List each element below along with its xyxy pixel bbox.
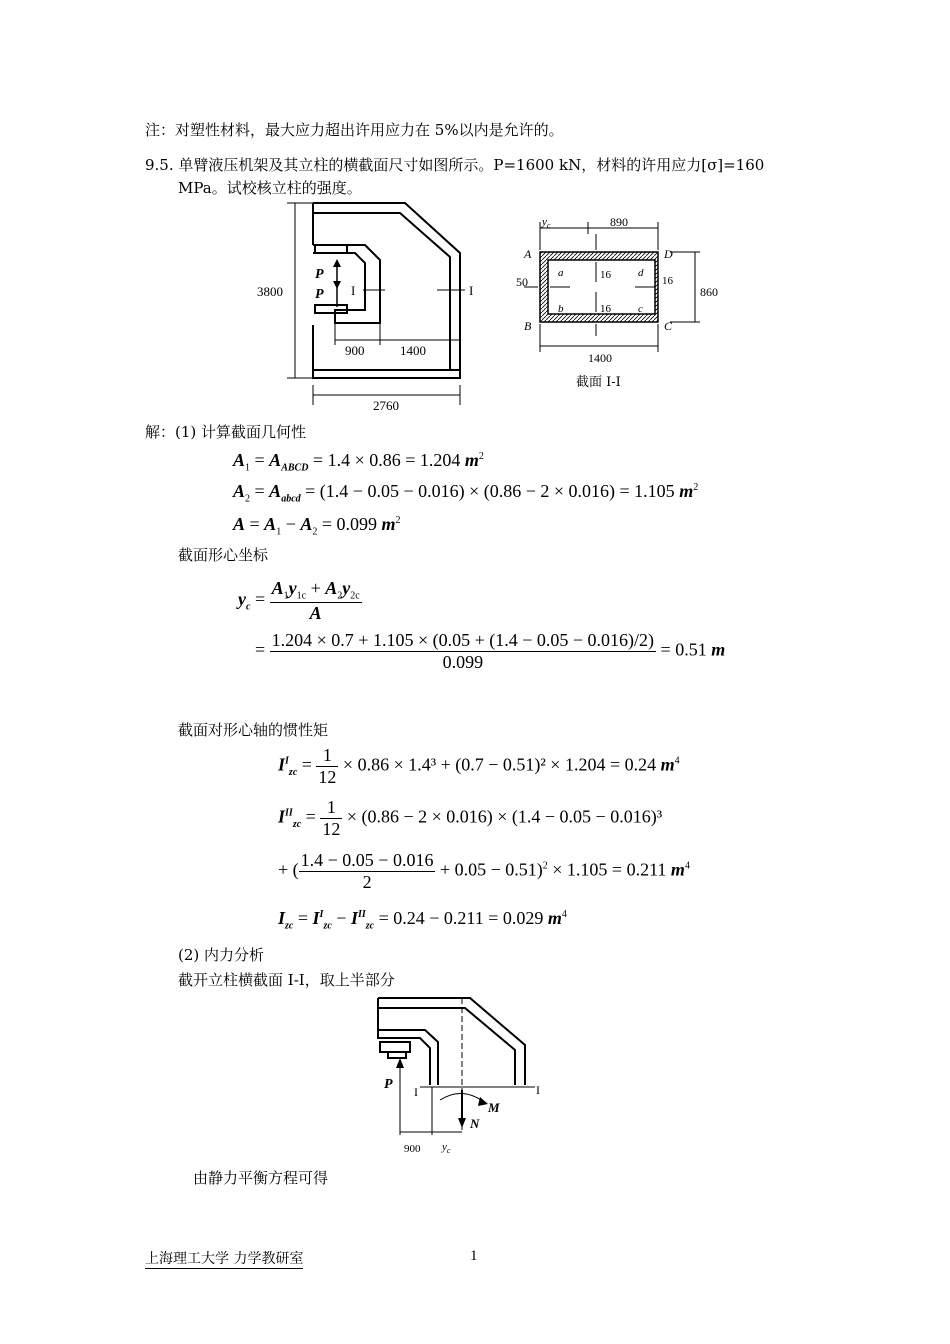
problem-line2: MPa。试校核立柱的强度。: [178, 179, 362, 197]
height-dim: 3800: [257, 284, 283, 299]
eq-itotal: $I_{zc} = I^I_{zc} - I^{II}_{zc} = 0.24 - 0.211 = 0.029$ $m^4$: [278, 908, 567, 932]
fig3-p-label: P: [384, 1077, 393, 1092]
eq-yc-value: = $\frac{1.204 \times 0.7 + 1.105 \times (0.05 + (1.4 - 0.05 - 0.016)/2)}{0.099}$ = 0.51 m: [255, 630, 726, 672]
centroid-title: 截面形心坐标: [178, 546, 269, 564]
problem-line1: 9.5. 单臂液压机架及其立柱的横截面尺寸如图所示。P=1600 kN，材料的许用应力[σ]=160: [145, 156, 765, 174]
dim-16-top: 16: [600, 269, 611, 281]
yc-label: $y_c$: [542, 216, 551, 230]
corner-C: C: [664, 319, 673, 333]
eq-a: $A = A_1 - A_2 = 0.099$ $m^2$: [233, 514, 401, 538]
eq-yc-def: $y_c$ = $\frac{A_1y_{1c} + A_2y_{2c}}{A}$: [238, 578, 360, 623]
solution-heading: 解：(1) 计算截面几何性: [145, 423, 307, 441]
inner-d: d: [638, 267, 644, 279]
corner-D: D: [664, 247, 673, 261]
inner-c: c: [638, 303, 643, 315]
inertia-title: 截面对形心轴的惯性矩: [178, 721, 329, 739]
eq-i2-cont: + ( $\frac{1.4 - 0.05 - 0.016}{2}$ + 0.05 − 0.51)$^2$ × 1.105 = 0.211 $m^4$: [278, 850, 690, 892]
footer-affiliation: 上海理工大学 力学教研室: [145, 1248, 303, 1269]
equilibrium-text: 由静力平衡方程可得: [193, 1169, 329, 1187]
fig3-yc: $y_c$: [442, 1141, 451, 1155]
fig3-i-left: I: [414, 1085, 418, 1099]
dim-50: 50: [516, 275, 528, 289]
p-label-lower: P: [315, 287, 324, 302]
eq-a2: $A_2 = A_{abcd} = (1.4 - 0.05 - 0.016) \times (0.86 - 2 \times 0.016) = 1.105$ $m^2$: [233, 481, 699, 505]
cross-section-figure: [510, 212, 730, 392]
page-number: 1: [470, 1248, 478, 1264]
eq-i2: $I^{II}_{zc}$ = $\frac{1}{12}$ × (0.86 − 2 × 0.016) × (1.4 − 0.05 − 0.016)³: [278, 797, 663, 839]
section-label-right: I: [469, 283, 474, 298]
eq-i1: $I^I_{zc}$ = $\frac{1}{12}$ × 0.86 × 1.4³ + (0.7 − 0.51)² × 1.204 = 0.24 $m^4$: [278, 745, 680, 787]
inner-a: a: [558, 267, 564, 279]
fig3-dim-900: 900: [404, 1143, 421, 1155]
fig3-i-right: I: [536, 1083, 540, 1097]
section-label-left: I: [351, 283, 356, 298]
fig3-n-label: N: [470, 1116, 480, 1131]
eq-a1: $A_1 = A_{ABCD} = 1.4 \times 0.86 = 1.204$ $m^2$: [233, 450, 484, 474]
dim-16-bottom: 16: [600, 303, 611, 315]
fig3-m-label: M: [488, 1100, 500, 1115]
frame-figure: [255, 195, 475, 415]
corner-A: A: [524, 247, 532, 261]
free-body-figure: [370, 990, 570, 1160]
section-caption: 截面 I-I: [576, 375, 621, 390]
note-text: 注：对塑性材料，最大应力超出许用应力在 5%以内是允许的。: [145, 121, 564, 139]
section2-title: (2) 内力分析: [178, 946, 265, 964]
cut-text: 截开立柱横截面 I-I，取上半部分: [178, 971, 395, 989]
p-label-upper: P: [315, 267, 324, 282]
dim-890: 890: [610, 215, 628, 229]
dim-1400: 1400: [400, 343, 426, 358]
dim-1400: 1400: [588, 351, 612, 365]
corner-B: B: [524, 319, 532, 333]
dim-900: 900: [345, 343, 365, 358]
width-dim: 2760: [373, 398, 399, 413]
dim-860: 860: [700, 285, 718, 299]
inner-b: b: [558, 303, 564, 315]
dim-16-right: 16: [662, 275, 673, 287]
